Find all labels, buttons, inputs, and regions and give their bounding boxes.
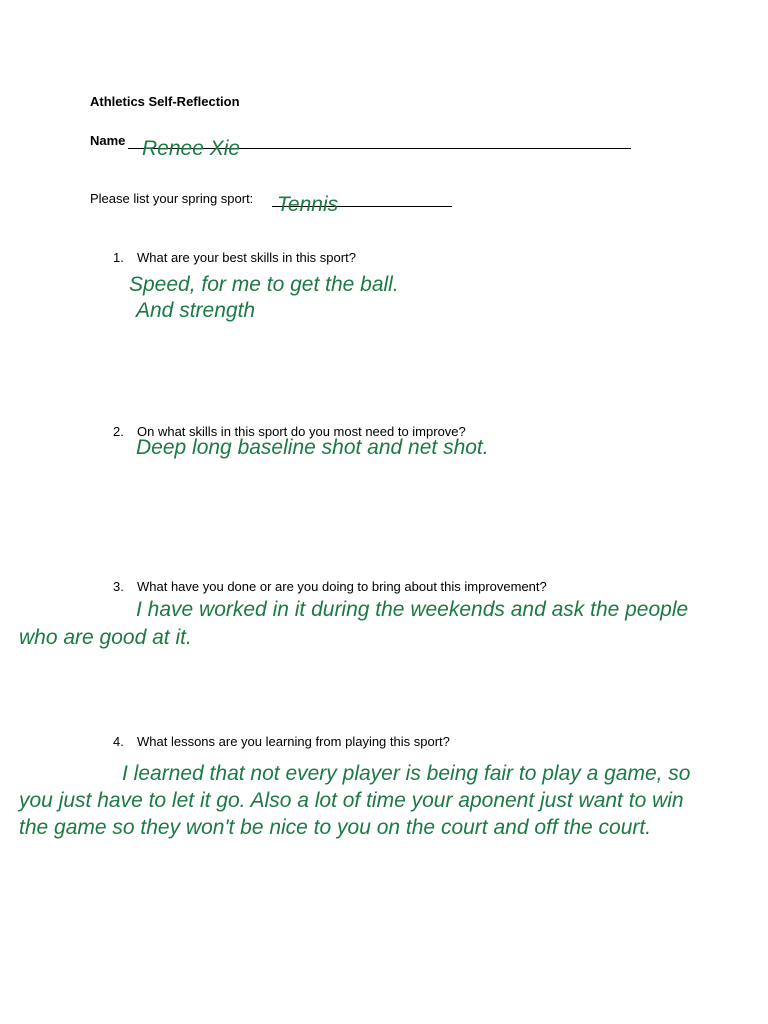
answer-1-line-1: Speed, for me to get the ball.	[129, 273, 399, 296]
answer-3-line-2: who are good at it.	[19, 626, 192, 649]
question-2-number: 2.	[113, 424, 124, 439]
answer-1-line-2: And strength	[136, 299, 256, 322]
answer-4-line-2: you just have to let it go. Also a lot of time your aponent just want to win	[19, 789, 684, 812]
question-4-number: 4.	[113, 734, 124, 749]
question-4	[113, 734, 450, 749]
question-2-text: On what skills in this sport do you most need to improve?	[137, 424, 466, 439]
document-title: Athletics Self-Reflection	[90, 94, 240, 109]
question-1-number: 1.	[113, 250, 124, 265]
question-3-text: What have you done or are you doing to bring about this improvement?	[137, 579, 547, 594]
answer-4-line-3: the game so they won't be nice to you on the court and off the court.	[19, 816, 652, 839]
sport-label: Please list your spring sport:	[90, 191, 254, 206]
question-1-text: What are your best skills in this sport?	[137, 250, 356, 265]
sport-value: Tennis	[277, 193, 339, 216]
answer-2-line-1: Deep long baseline shot and net shot.	[136, 436, 489, 459]
name-label: Name	[90, 133, 126, 148]
name-value: Renee Xie	[142, 137, 241, 160]
question-1	[113, 250, 356, 265]
question-3	[113, 579, 547, 594]
question-4-text: What lessons are you learning from playing this sport?	[137, 734, 450, 749]
answer-3-line-1: I have worked in it during the weekends and ask the people	[136, 598, 689, 621]
answer-4-line-1: I learned that not every player is being fair to play a game, so	[122, 762, 691, 785]
question-3-number: 3.	[113, 579, 124, 594]
